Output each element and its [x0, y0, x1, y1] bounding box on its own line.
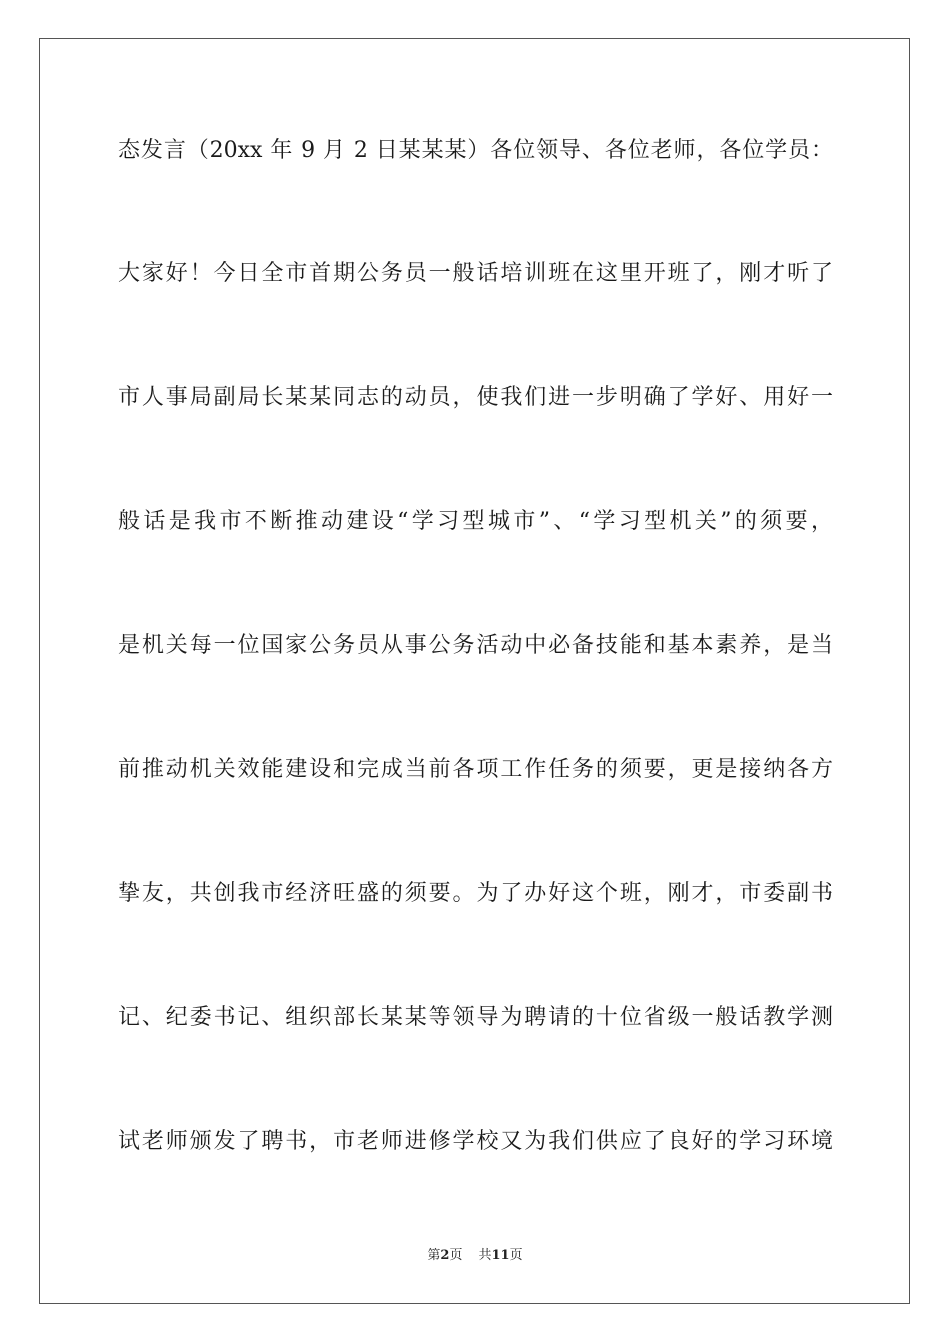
- page-suffix: 页: [449, 1248, 463, 1263]
- page-prefix: 第: [427, 1248, 441, 1263]
- text-line-1: 态发言（20xx 年 9 月 2 日某某某）各位领导、各位老师，各位学员：: [118, 138, 833, 163]
- text-line-7: 挚友，共创我市经济旺盛的须要。为了办好这个班，刚才，市委副书: [118, 881, 833, 906]
- text-line-6: 前推动机关效能建设和完成当前各项工作任务的须要，更是接纳各方: [118, 757, 833, 782]
- text-line-3: 市人事局副局长某某同志的动员，使我们进一步明确了学好、用好一: [118, 385, 833, 410]
- text-line-2: 大家好！今日全市首期公务员一般话培训班在这里开班了，刚才听了: [118, 261, 833, 286]
- total-suffix: 页: [509, 1248, 523, 1263]
- total-prefix: 共: [478, 1248, 492, 1263]
- text-line-5: 是机关每一位国家公务员从事公务活动中必备技能和基本素养，是当: [118, 633, 833, 658]
- text-line-4: 般话是我市不断推动建设“学习型城市”、“学习型机关”的须要，: [118, 509, 833, 534]
- page-frame: [39, 38, 910, 1304]
- text-line-8: 记、纪委书记、组织部长某某等领导为聘请的十位省级一般话教学测: [118, 1005, 833, 1030]
- page-number: 2: [440, 1248, 450, 1263]
- text-line-9: 试老师颁发了聘书，市老师进修学校又为我们供应了良好的学习环境: [118, 1129, 833, 1154]
- page-footer: [0, 1246, 950, 1266]
- total-pages: 11: [491, 1248, 510, 1263]
